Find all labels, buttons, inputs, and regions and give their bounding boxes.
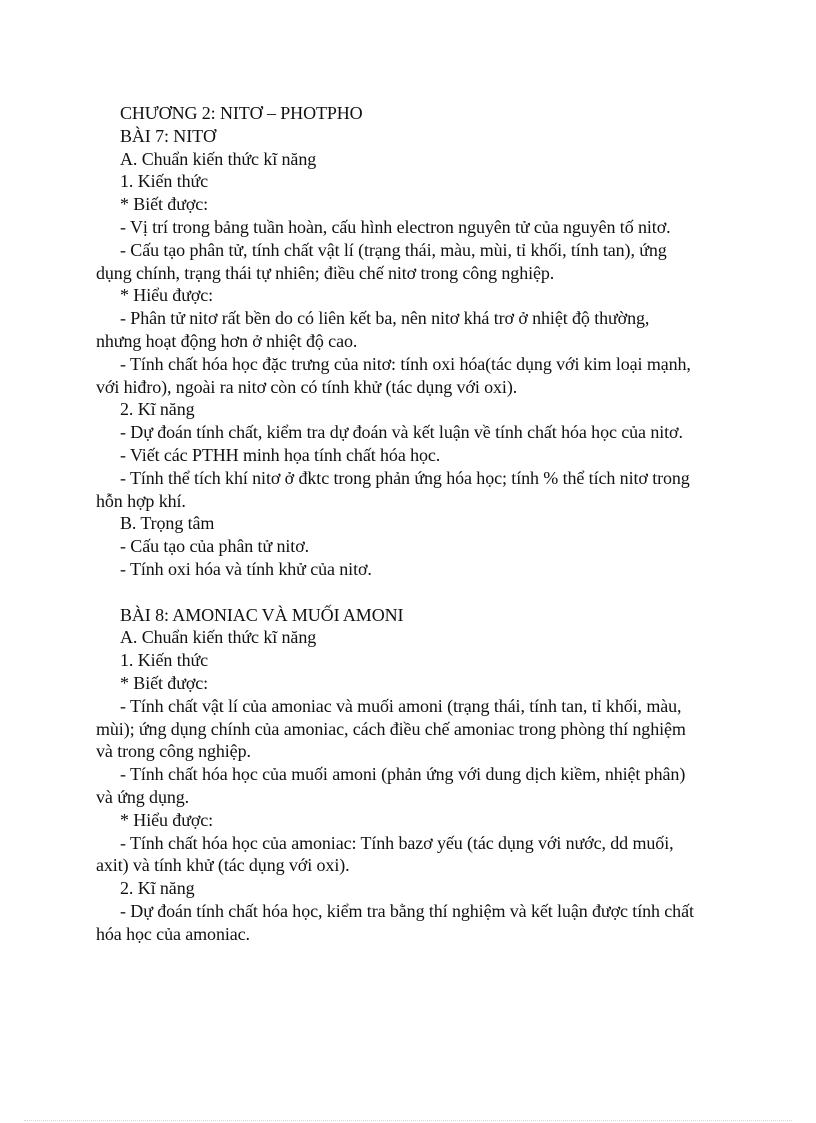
lesson-7-focus-item: - Tính oxi hóa và tính khử của nitơ. (120, 558, 372, 579)
lesson-8-understand-item: - Tính chất hóa học của amoniac: Tính bazơ yếu (tác dụng với nước, dd muối, axit) và tính khử (tác dụng với oxi). (96, 832, 674, 876)
lesson-7-skill-item: - Viết các PTHH minh họa tính chất hóa học. (120, 444, 441, 465)
document-page (96, 102, 696, 945)
lesson-8-know-item: - Tính chất vật lí của amoniac và muối amoni (trạng thái, tính tan, tỉ khối, màu, mùi); ứng dụng chính của amoniac, cách điều chế amoniac trong phòng thí nghiệm và trong công nghiệp. (96, 695, 686, 762)
lesson-8-know-label: * Biết được: (120, 672, 209, 693)
lesson-7-knowledge-heading: 1. Kiến thức (120, 171, 209, 192)
lesson-8-know-item: - Tính chất hóa học của muối amoni (phản ứng với dung dịch kiềm, nhiệt phân) và ứng dụng. (96, 764, 686, 807)
lesson-7-understand-label: * Hiểu được: (120, 285, 214, 306)
section-spacer (96, 581, 696, 604)
lesson-7-section-b: B. Trọng tâm (120, 513, 215, 534)
lesson-7-focus-item: - Cấu tạo của phân tử nitơ. (120, 536, 310, 557)
lesson-8-section-a: A. Chuẩn kiến thức kĩ năng (120, 627, 317, 648)
lesson-7-know-item: - Vị trí trong bảng tuần hoàn, cấu hình electron nguyên tử của nguyên tố nitơ. (120, 216, 671, 237)
page-bottom-divider (24, 1120, 792, 1121)
lesson-7-know-label: * Biết được: (120, 194, 209, 215)
lesson-7-skill-item: - Tính thể tích khí nitơ ở đktc trong phản ứng hóa học; tính % thể tích nitơ trong hỗn hợp khí. (96, 467, 690, 511)
lesson-7-understand-item: - Tính chất hóa học đặc trưng của nitơ: tính oxi hóa(tác dụng với kim loại mạnh, với hiđro), ngoài ra nitơ còn có tính khử (tác dụng với oxi). (96, 353, 691, 397)
lesson-8-skill-item: - Dự đoán tính chất hóa học, kiểm tra bằng thí nghiệm và kết luận được tính chất hóa học của amoniac. (96, 900, 694, 944)
chapter-title: CHƯƠNG 2: NITƠ – PHOTPHO (120, 103, 363, 123)
lesson-7-title: BÀI 7: NITƠ (120, 125, 216, 146)
lesson-8-knowledge-heading: 1. Kiến thức (120, 650, 209, 671)
lesson-7-skills-heading: 2. Kĩ năng (120, 399, 195, 420)
lesson-7-skill-item: - Dự đoán tính chất, kiểm tra dự đoán và kết luận về tính chất hóa học của nitơ. (120, 422, 683, 443)
lesson-8-understand-label: * Hiểu được: (120, 809, 214, 830)
lesson-8-skills-heading: 2. Kĩ năng (120, 878, 195, 899)
lesson-7-section-a: A. Chuẩn kiến thức kĩ năng (120, 148, 317, 169)
lesson-7-understand-item: - Phân tử nitơ rất bền do có liên kết ba, nên nitơ khá trơ ở nhiệt độ thường, nhưng hoạt động hơn ở nhiệt độ cao. (96, 308, 650, 351)
lesson-7-know-item: - Cấu tạo phân tử, tính chất vật lí (trạng thái, màu, mùi, tỉ khối, tính tan), ứng dụng chính, trạng thái tự nhiên; điều chế nitơ trong công nghiệp. (96, 239, 667, 283)
lesson-8-title: BÀI 8: AMONIAC VÀ MUỐI AMONI (120, 604, 404, 625)
